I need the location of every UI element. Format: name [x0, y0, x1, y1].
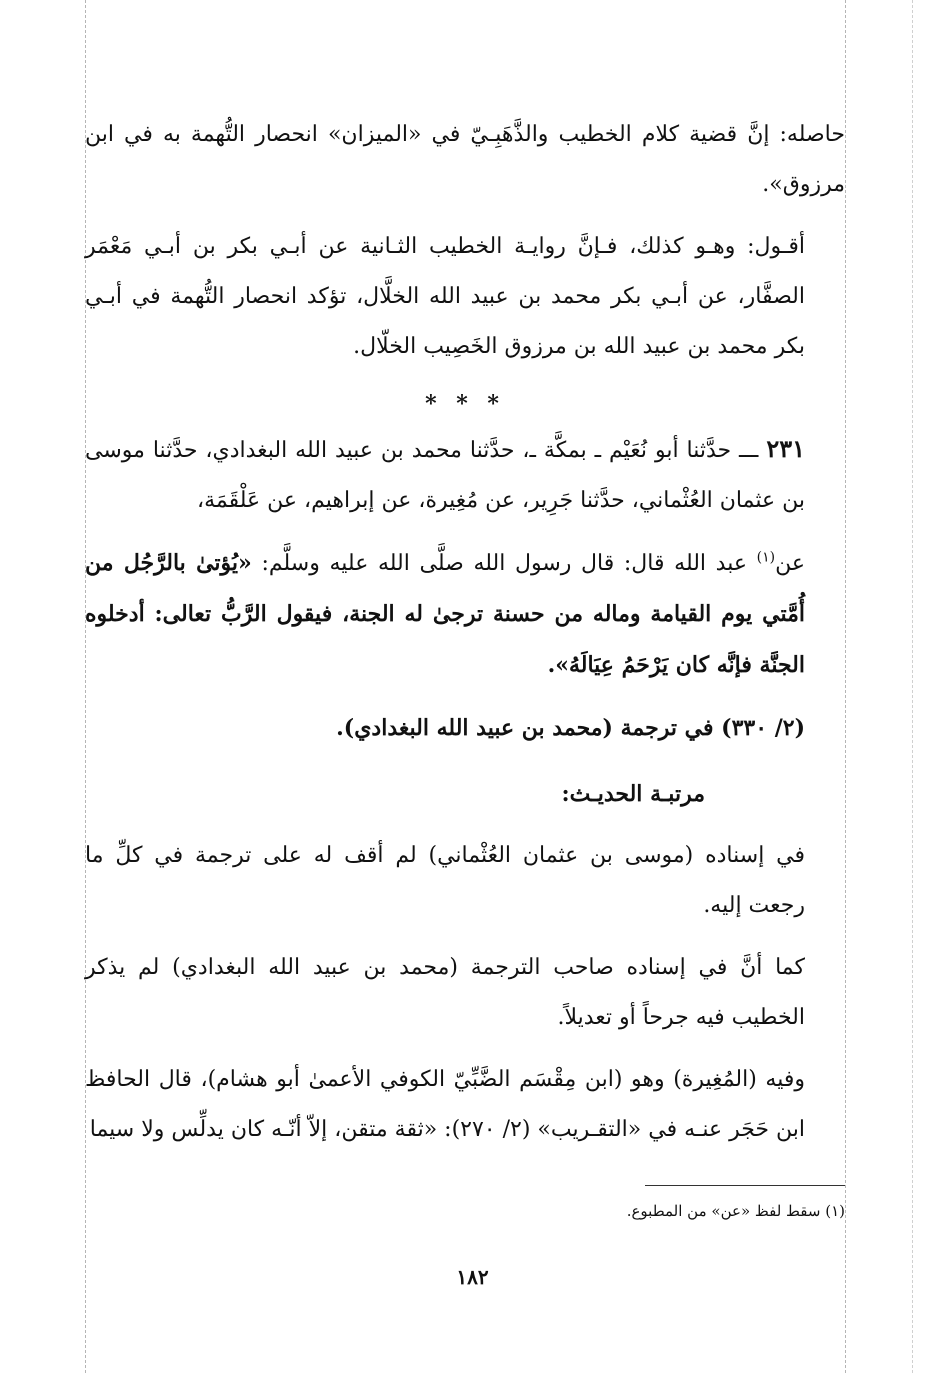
paragraph-hadith-text	[85, 538, 845, 691]
outer-margin-guide	[912, 0, 913, 1373]
footnote-reference[interactable]: (١)	[756, 549, 776, 566]
paragraph-8: وفيه (المُغِيرة) وهو (ابن مِقْسَم الضَّبِّيّ الكوفي الأعمىٰ أبو هشام)، قال الحافظ ابن حَجَر عنـه في «التقـريب» (٢/ ٢٧٠): «ثقة متقن، إلاّ أنّـه كان يدلِّس ولا سيما	[85, 1067, 805, 1142]
page-number: ١٨٢	[456, 1265, 489, 1289]
hadith-quote: «يُؤتىٰ بالرَّجُل من أُمَّتي يوم القيامة وماله من حسنة ترجىٰ له الجنة، فيقول الرَّبُّ تعالى: أدخلوه الجنَّة فإنَّه كان يَرْحَمُ عِيَالَهُ».	[85, 550, 805, 678]
paragraph-6: في إسناده (موسى بن عثمان العُثْماني) لم أقف له على ترجمة في كلِّ ما رجعت إليه.	[85, 843, 805, 918]
paragraph-2: أقـول: وهـو كذلك، فـإنَّ روايـة الخطيب الثـانية عن أبـي بكر بن أبـي مَعْمَر الصفَّار، عن أبـي بكر محمد بن عبيد الله الخلَّال، تؤكد انحصار التُّهمة في أبـي بكر محمد بن عبيد الله بن مرزوق الخَصِيب الخلّال.	[85, 234, 805, 359]
main-text	[85, 110, 845, 1167]
paragraph-1: حاصله: إنَّ قضية كلام الخطيب والذَّهَبِـيّ في «الميزان» انحصار التُّهمة به في ابن مرزوق».	[85, 122, 845, 197]
hadith-number: ٢٣١	[766, 434, 805, 463]
footnote-separator	[645, 1185, 845, 1186]
hadith-chain-text: ـــ حدَّثنا أبو نُعَيْم ـ بمكَّة ـ، حدَّثنا محمد بن عبيد الله البغدادي، حدَّثنا موسى بن عثمان العُثْماني، حدَّثنا جَرِير، عن مُغِيرة، عن إبراهيم، عن عَلْقَمَة،	[85, 438, 805, 513]
footnote: (١) سقط لفظ «عن» من المطبوع.	[626, 1202, 845, 1220]
section-separator: * * *	[425, 391, 505, 417]
paragraph-source: (٢/ ٣٣٠) في ترجمة (محمد بن عبيد الله البغدادي).	[336, 715, 805, 741]
hadith-narration: عبد الله قال: قال رسول الله صلَّى الله عليه وسلَّم:	[261, 551, 747, 576]
hadith-intro: عن	[775, 551, 805, 576]
paragraph-hadith-chain	[85, 424, 845, 526]
section-heading: مرتبـة الحديـث:	[561, 781, 705, 807]
paragraph-7: كما أنَّ في إسناده صاحب الترجمة (محمد بن عبيد الله البغدادي) لم يذكر الخطيب فيه جرحاً أو تعديلاً.	[85, 955, 805, 1030]
right-margin-guide	[845, 0, 846, 1373]
